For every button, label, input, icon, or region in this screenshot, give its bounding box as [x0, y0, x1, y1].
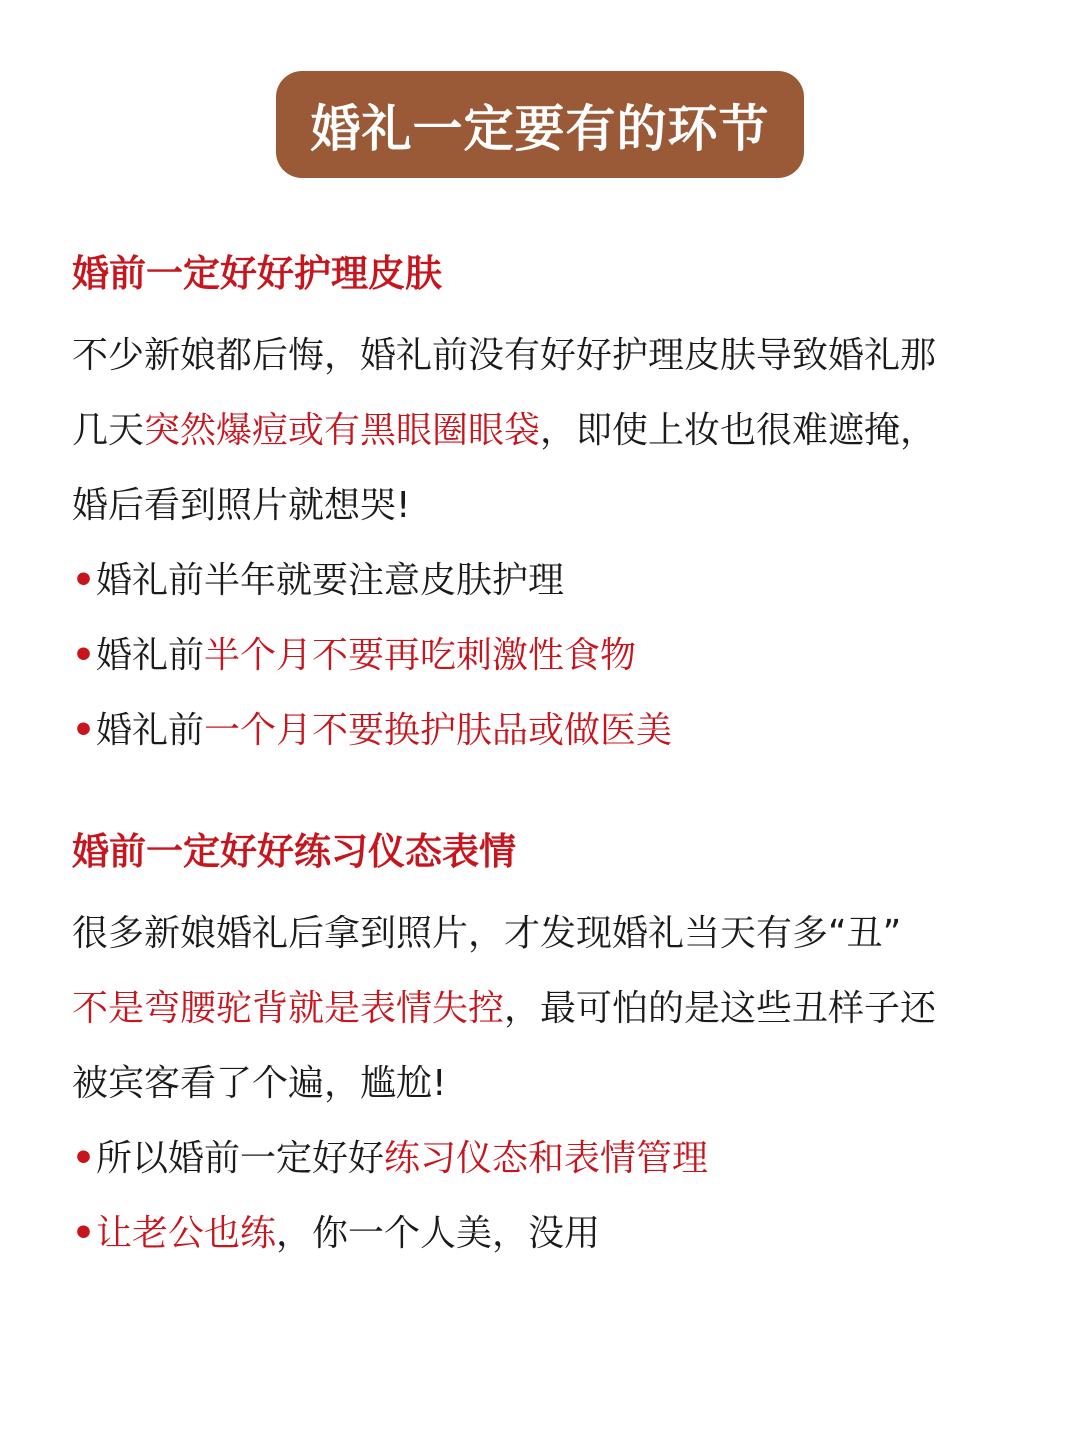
list-item [72, 1121, 1032, 1196]
text-segment: 婚礼前 [96, 635, 205, 677]
highlight-text: 一个月不要换护肤品或做医美 [204, 710, 673, 752]
text-segment: 几天 [72, 410, 145, 452]
bullet-list [72, 1121, 1032, 1271]
text-segment: ，即使上妆也很难遮掩， [540, 410, 937, 452]
list-item [72, 1196, 1032, 1271]
highlight-text: 半个月不要再吃刺激性食物 [204, 635, 637, 677]
bullet-dot: • [72, 1138, 96, 1180]
bullet-dot: • [72, 710, 96, 752]
section-heading: 婚前一定好好练习仪态表情 [72, 830, 516, 873]
paragraph-line [72, 971, 1032, 1046]
text-segment: ，最可怕的是这些丑样子还 [504, 988, 937, 1030]
highlight-text: 练习仪态和表情管理 [384, 1138, 709, 1180]
bullet-dot: • [72, 635, 96, 677]
bullet-dot: • [72, 560, 96, 602]
paragraph-line: 不少新娘都后悔，婚礼前没有好好护理皮肤导致婚礼那 [72, 335, 937, 377]
highlight-text: 让老公也练 [96, 1213, 277, 1255]
title-badge [276, 71, 804, 178]
paragraph-line: 很多新娘婚礼后拿到照片，才发现婚礼当天有多“丑” [72, 913, 902, 955]
bullet-list [72, 543, 1032, 768]
list-item [72, 618, 1032, 693]
list-item [72, 693, 1032, 768]
paragraph-line [72, 393, 1032, 468]
text-segment: ，你一个人美，没用 [276, 1213, 601, 1255]
highlight-text: 突然爆痘或有黑眼圈眼袋 [144, 410, 541, 452]
paragraph-line: 被宾客看了个遍，尴尬! [72, 1063, 447, 1105]
section-posture-expression [72, 830, 1032, 1271]
section-paragraph [72, 896, 1032, 1121]
text-segment: 婚礼前 [96, 710, 205, 752]
text-segment: 婚礼前半年就要注意皮肤护理 [96, 560, 565, 602]
bullet-dot: • [72, 1213, 96, 1255]
section-skin-care [72, 252, 1032, 768]
paragraph-line: 婚后看到照片就想哭! [72, 485, 411, 527]
highlight-text: 不是弯腰驼背就是表情失控 [72, 988, 505, 1030]
section-paragraph [72, 318, 1032, 543]
text-segment: 所以婚前一定好好 [96, 1138, 385, 1180]
section-heading: 婚前一定好好护理皮肤 [72, 252, 442, 295]
page-title: 婚礼一定要有的环节 [310, 99, 770, 158]
list-item [72, 543, 1032, 618]
